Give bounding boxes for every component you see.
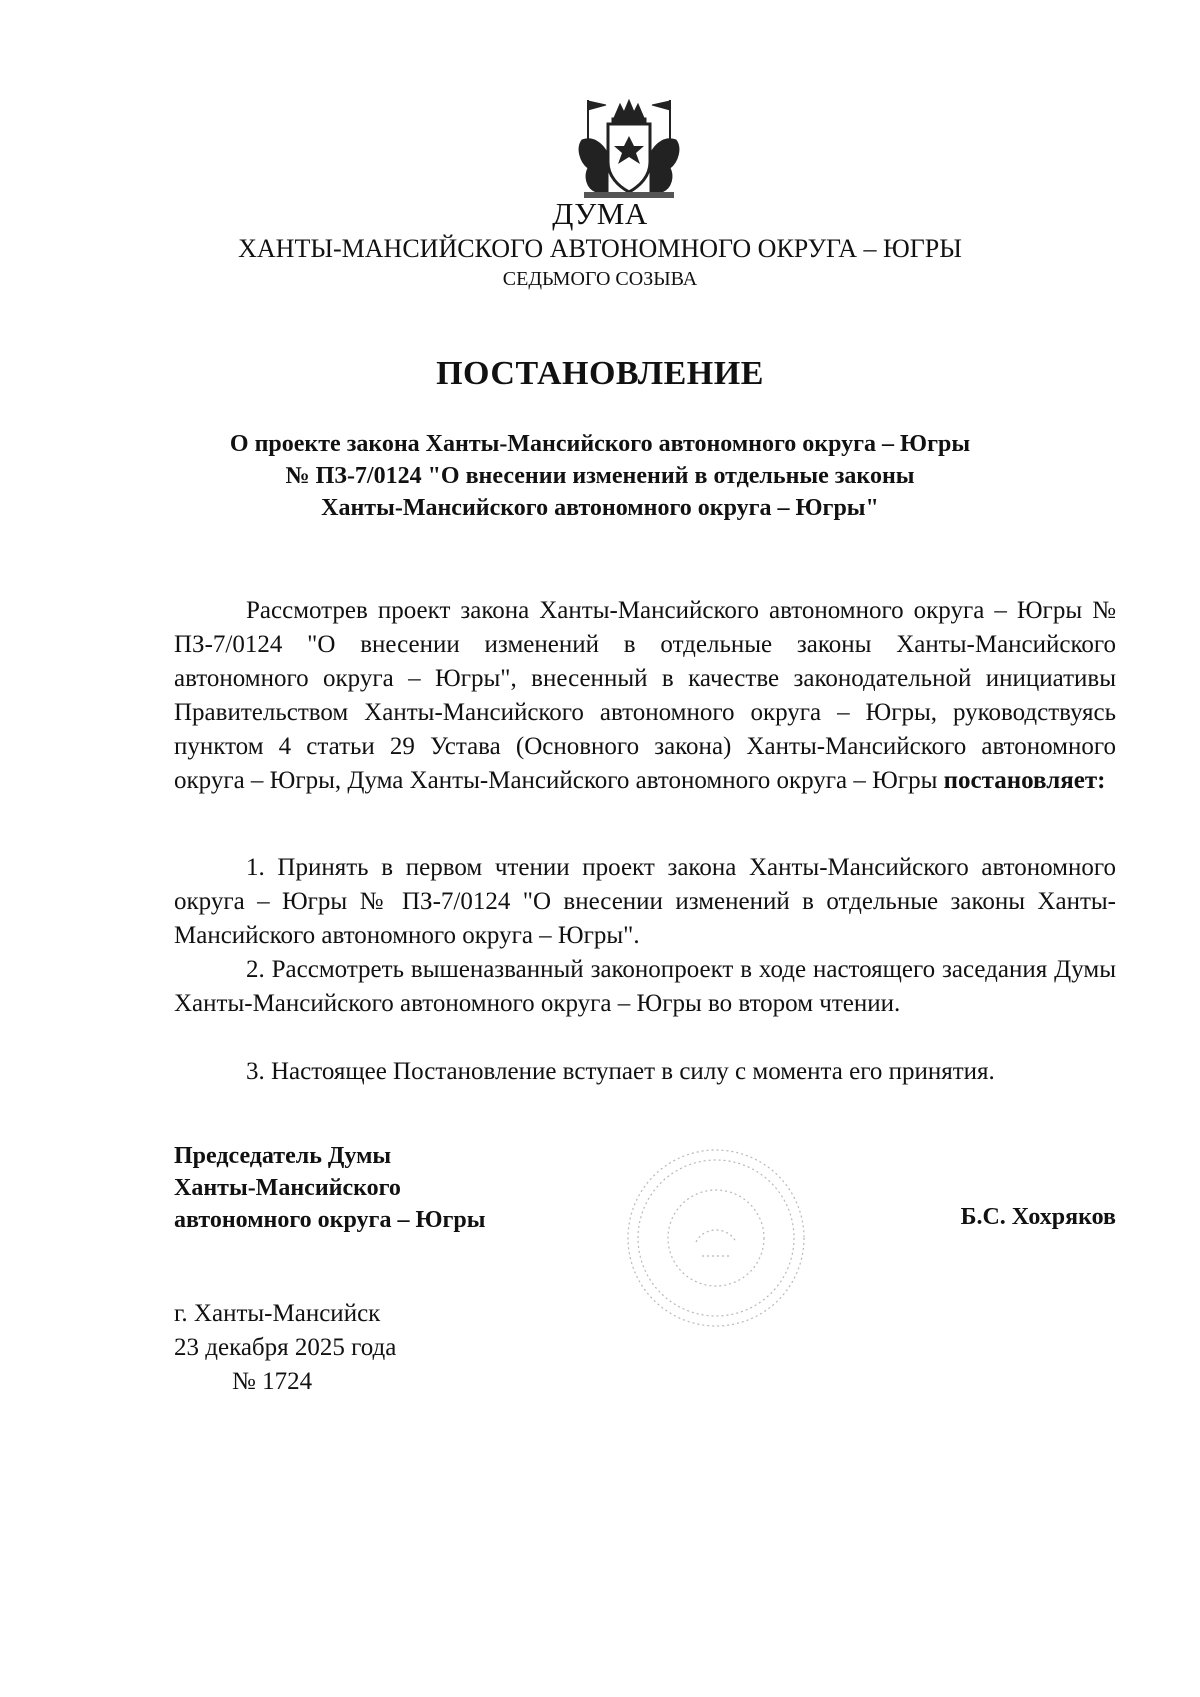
resolution-item-3: 3. Настоящее Постановление вступает в силу с момента его принятия. bbox=[246, 1058, 995, 1085]
signatory-title-line: автономного округа – Югры bbox=[174, 1207, 486, 1233]
signatory-title-line: Председатель Думы bbox=[174, 1143, 392, 1169]
document-footer bbox=[174, 1297, 396, 1399]
signatory-title-line: Ханты-Мансийского bbox=[174, 1175, 401, 1201]
subject-line: Ханты-Мансийского автономного округа – Югры" bbox=[321, 495, 879, 521]
document-number: № 1724 bbox=[232, 1368, 313, 1395]
document-subject bbox=[0, 428, 1200, 524]
subject-line: О проекте закона Ханты-Мансийского автономного округа – Югры bbox=[229, 431, 971, 457]
resolution-item-2: 2. Рассмотреть вышеназванный законопроект в ходе настоящего заседания Думы Ханты-Мансийского автономного округа – Югры во втором чтении. bbox=[174, 956, 1116, 1017]
document-type: ПОСТАНОВЛЕНИЕ bbox=[436, 355, 764, 392]
resolution-item-1: 1. Принять в первом чтении проект закона Ханты-Мансийского автономного округа – Югры № ПЗ-7/0124 "О внесении изменений в отдельные законы Ханты-Мансийского автономного округа – Югры". bbox=[174, 854, 1116, 949]
preamble-text: Рассмотрев проект закона Ханты-Мансийского автономного округа – Югры № ПЗ-7/0124 "О внесении изменений в отдельные законы Ханты-Мансийского автономного округа – Югры", внесенный в качестве законодательной инициативы Правительством Ханты-Мансийского автономного округа – Югры, руководствуясь пунктом 4 статьи 29 Устава (Основного закона) Ханты-Мансийского автономного округа – Югры, Дума Ханты-Мансийского автономного округа – Югры bbox=[174, 597, 1116, 794]
date: 23 декабря 2025 года bbox=[174, 1334, 397, 1361]
convocation-title: СЕДЬМОГО СОЗЫВА bbox=[502, 268, 698, 290]
signatory-name: Б.С. Хохряков bbox=[960, 1204, 1116, 1230]
place: г. Ханты-Мансийск bbox=[174, 1300, 381, 1327]
subject-line: № ПЗ-7/0124 "О внесении изменений в отдельные законы bbox=[285, 463, 915, 489]
coat-of-arms-icon bbox=[574, 96, 684, 200]
signatory-title bbox=[174, 1140, 485, 1236]
organization-title: ДУМА bbox=[552, 196, 648, 231]
preamble-paragraph bbox=[174, 594, 1116, 798]
preamble-action: постановляет: bbox=[943, 767, 1106, 794]
official-seal-icon bbox=[624, 1146, 808, 1330]
region-title: ХАНТЫ-МАНСИЙСКОГО АВТОНОМНОГО ОКРУГА – ЮГРЫ bbox=[238, 234, 962, 263]
